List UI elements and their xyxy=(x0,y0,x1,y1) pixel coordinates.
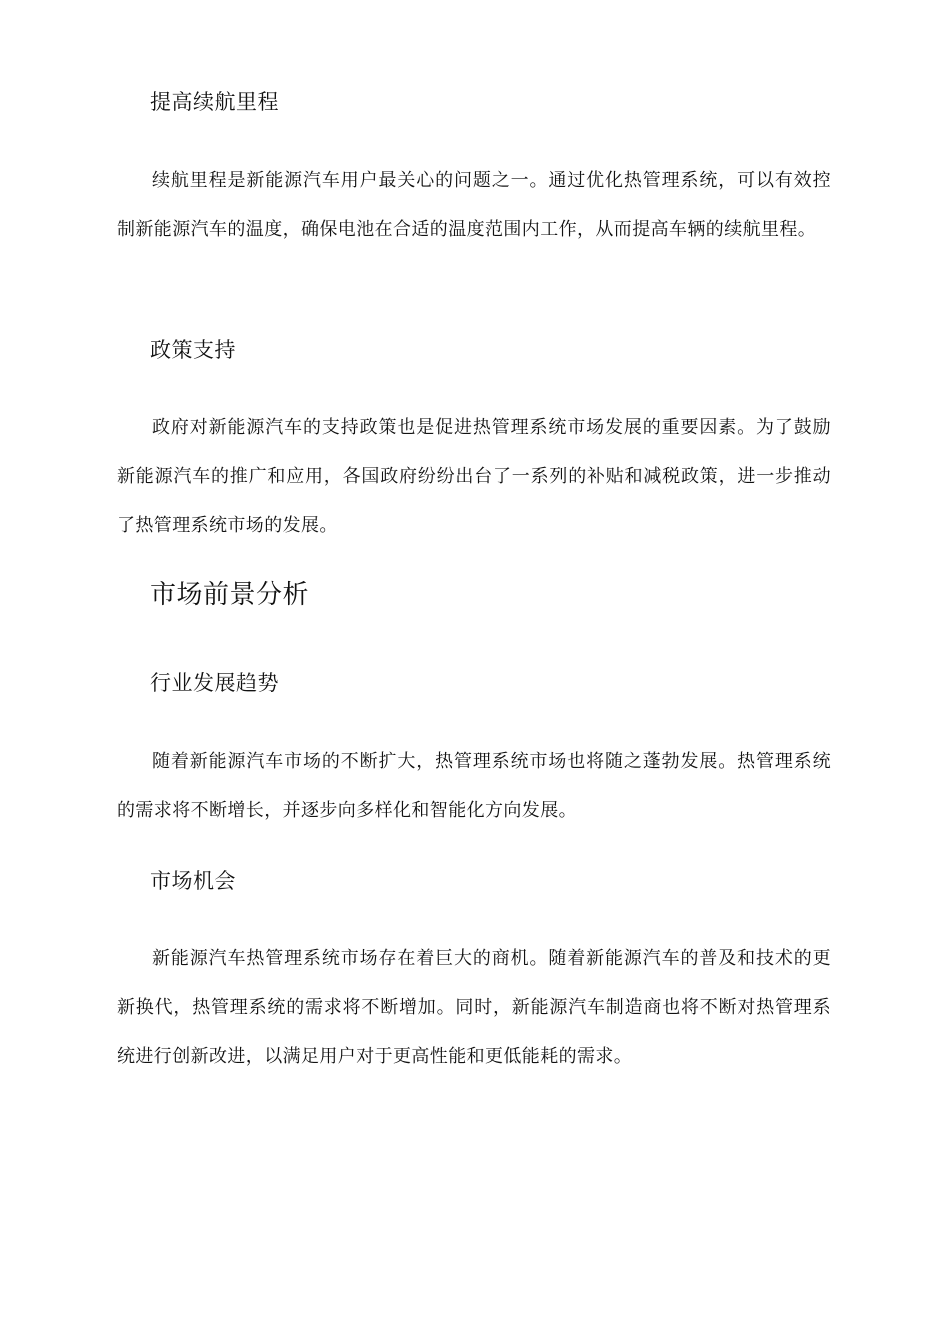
paragraph-trend: 随着新能源汽车市场的不断扩大，热管理系统市场也将随之蓬勃发展。热管理系统的需求将不断增长，并逐步向多样化和智能化方向发展。 xyxy=(117,751,831,821)
paragraph-policy: 政府对新能源汽车的支持政策也是促进热管理系统市场发展的重要因素。为了鼓励新能源汽车的推广和应用，各国政府纷纷出台了一系列的补贴和减税政策，进一步推动了热管理系统市场的发展。 xyxy=(117,417,831,536)
paragraph-range: 续航里程是新能源汽车用户最关心的问题之一。通过优化热管理系统，可以有效控制新能源汽车的温度，确保电池在合适的温度范围内工作，从而提高车辆的续航里程。 xyxy=(117,170,831,240)
paragraph-opportunity: 新能源汽车热管理系统市场存在着巨大的商机。随着新能源汽车的普及和技术的更新换代，热管理系统的需求将不断增加。同时，新能源汽车制造商也将不断对热管理系统进行创新改进，以满足用户对于更高性能和更低能耗的需求。 xyxy=(117,948,831,1067)
subheading-trend: 行业发展趋势 xyxy=(150,671,279,695)
subheading-opportunity: 市场机会 xyxy=(150,869,236,893)
subheading-range: 提高续航里程 xyxy=(150,90,279,114)
subheading-policy: 政策支持 xyxy=(150,338,236,362)
section-title: 市场前景分析 xyxy=(150,580,310,610)
